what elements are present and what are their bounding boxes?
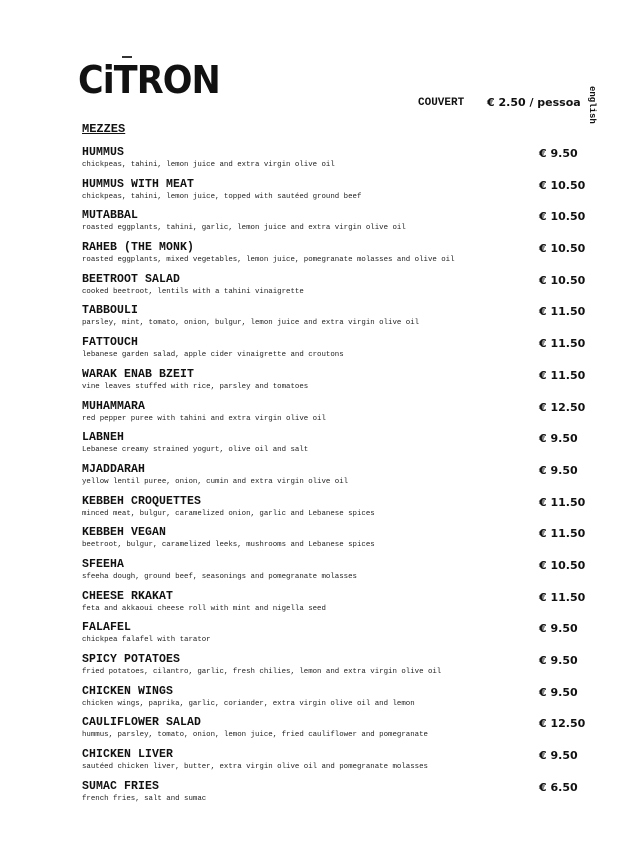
- menu-item-name: SUMAC FRIES: [82, 779, 160, 793]
- menu-item-price: € 9.50: [539, 432, 578, 446]
- menu-item: [82, 780, 602, 812]
- menu-item-price: € 11.50: [539, 337, 586, 351]
- menu-item: [82, 526, 602, 558]
- couvert-label: COUVERT: [418, 97, 465, 109]
- menu-item-description: roasted eggplants, mixed vegetables, lemon juice, pomegranate molasses and olive oil: [82, 256, 455, 265]
- menu-item: [82, 495, 602, 527]
- menu-item-price: € 9.50: [539, 654, 578, 667]
- menu-item: [82, 400, 602, 432]
- menu-item: [82, 304, 602, 336]
- menu-item-name: CHICKEN WINGS: [82, 684, 174, 698]
- menu-item-price: € 12.50: [539, 717, 586, 731]
- menu-item-price: € 9.50: [539, 685, 578, 699]
- menu-item-price: € 9.50: [539, 463, 578, 477]
- menu-item-name: CAULIFLOWER SALAD: [82, 716, 202, 730]
- menu-item-name: WARAK ENAB BZEIT: [82, 367, 195, 381]
- menu-item-description: lebanese garden salad, apple cider vinaigrette and croutons: [82, 351, 344, 360]
- menu-item: [82, 621, 602, 653]
- menu-item-price: € 12.50: [539, 400, 586, 414]
- restaurant-logo: CiTRON: [78, 58, 220, 102]
- menu-item-description: hummus, parsley, tomato, onion, lemon juice, fried cauliflower and pomegranate: [82, 731, 428, 740]
- language-link[interactable]: english: [587, 86, 597, 124]
- menu-item-description: sautéed chicken liver, butter, extra virgin olive oil and pomegranate molasses: [82, 763, 428, 772]
- menu-item: [82, 241, 602, 273]
- menu-item-name: FATTOUCH: [82, 336, 139, 350]
- menu-item-description: vine leaves stuffed with rice, parsley and tomatoes: [82, 382, 309, 391]
- menu-item: [82, 273, 602, 305]
- menu-item: [82, 209, 602, 241]
- menu-item-price: € 10.50: [539, 210, 586, 224]
- menu-item-price: € 11.50: [539, 305, 586, 319]
- menu-item: [82, 685, 602, 717]
- menu-item-name: FALAFEL: [82, 621, 132, 635]
- menu-item-description: roasted eggplants, tahini, garlic, lemon juice and extra virgin olive oil: [82, 224, 406, 233]
- menu-item-description: chickpeas, tahini, lemon juice and extra virgin olive oil: [82, 161, 335, 169]
- menu-item-description: chickpea falafel with tarator: [82, 636, 211, 645]
- menu-item-name: CHICKEN LIVER: [82, 748, 174, 762]
- menu-item-description: yellow lentil puree, onion, cumin and extra virgin olive oil: [82, 477, 349, 486]
- menu-item-description: red pepper puree with tahini and extra virgin olive oil: [82, 414, 326, 423]
- menu-item-description: sfeeha dough, ground beef, seasonings and pomegranate molasses: [82, 572, 357, 581]
- menu-item: [82, 146, 602, 178]
- menu-item: [82, 653, 602, 685]
- menu-item-price: € 11.50: [539, 495, 586, 509]
- menu-item-price: € 9.50: [539, 622, 578, 636]
- section-title: MEZZES: [82, 122, 126, 136]
- menu-item-description: beetroot, bulgur, caramelized leeks, mushrooms and Lebanese spices: [82, 541, 375, 550]
- menu-item-description: chicken wings, paprika, garlic, coriander, extra virgin olive oil and lemon: [82, 699, 415, 708]
- menu-item-name: TABBOULI: [82, 304, 139, 318]
- menu-item-description: fried potatoes, cilantro, garlic, fresh chilies, lemon and extra virgin olive oil: [82, 668, 442, 676]
- menu-item-name: CHEESE RKAKAT: [82, 589, 174, 603]
- couvert-price: € 2.50 / pessoa: [487, 96, 581, 109]
- menu-item-name: SPICY POTATOES: [82, 653, 181, 666]
- menu-item-description: french fries, salt and sumac: [82, 794, 207, 803]
- menu-item-name: HUMMUS: [82, 146, 125, 159]
- menu-item: [82, 431, 602, 463]
- menu-item-name: RAHEB (THE MONK): [82, 241, 195, 255]
- menu-item: [82, 716, 602, 748]
- menu-item-description: parsley, mint, tomato, onion, bulgur, lemon juice and extra virgin olive oil: [82, 319, 420, 328]
- menu-item-description: minced meat, bulgur, caramelized onion, garlic and Lebanese spices: [82, 509, 375, 518]
- menu-item: [82, 748, 602, 780]
- menu-item-description: feta and akkaoui cheese roll with mint and nigella seed: [82, 604, 326, 613]
- menu-item-name: MUTABBAL: [82, 209, 139, 223]
- menu-item: [82, 368, 602, 400]
- menu-item-price: € 9.50: [539, 147, 578, 160]
- menu-item-name: MUHAMMARA: [82, 399, 146, 413]
- menu-item-description: chickpeas, tahini, lemon juice, topped with sautéed ground beef: [82, 192, 362, 201]
- menu-item-price: € 10.50: [539, 242, 586, 256]
- menu-item-name: KEBBEH CROQUETTES: [82, 494, 202, 508]
- menu-item-price: € 11.50: [539, 590, 586, 604]
- menu-item-description: Lebanese creamy strained yogurt, olive oil and salt: [82, 446, 309, 455]
- menu-item: [82, 178, 602, 210]
- menu-item-price: € 6.50: [539, 780, 578, 794]
- menu-item-price: € 10.50: [539, 558, 586, 572]
- menu-item-name: BEETROOT SALAD: [82, 272, 181, 286]
- menu-item-name: KEBBEH VEGAN: [82, 526, 167, 540]
- menu-item: [82, 463, 602, 495]
- menu-item-price: € 10.50: [539, 273, 586, 287]
- menu-item-name: LABNEH: [82, 431, 125, 445]
- menu-item: [82, 590, 602, 622]
- menu-item-name: HUMMUS WITH MEAT: [82, 177, 195, 191]
- menu-items-list: [82, 146, 602, 811]
- menu-item-name: SFEEHA: [82, 557, 125, 571]
- menu-item-name: MJADDARAH: [82, 462, 146, 476]
- menu-item-description: cooked beetroot, lentils with a tahini vinaigrette: [82, 287, 304, 296]
- menu-item-price: € 11.50: [539, 368, 586, 382]
- menu-item: [82, 558, 602, 590]
- menu-item: [82, 336, 602, 368]
- menu-item-price: € 9.50: [539, 749, 578, 763]
- menu-item-price: € 11.50: [539, 527, 586, 541]
- menu-item-price: € 10.50: [539, 178, 586, 192]
